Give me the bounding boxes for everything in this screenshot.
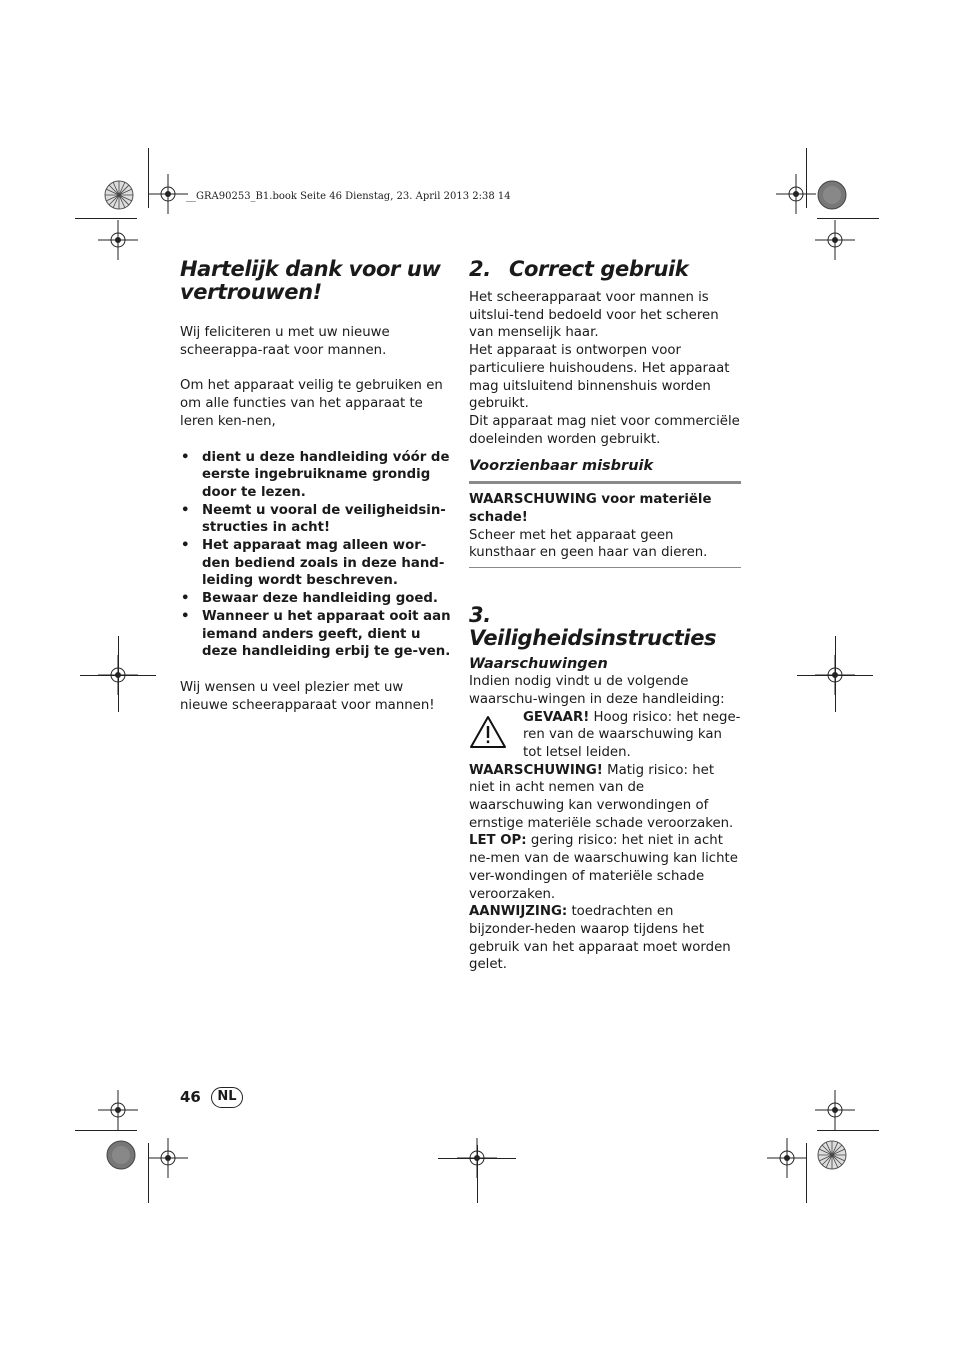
page-number: 46 xyxy=(180,1088,201,1106)
danger-description: Hoog risico: het nege-ren van de waarschuwing kan tot letsel leiden. xyxy=(523,709,741,760)
section-3-title xyxy=(469,604,741,650)
registration-circle-icon xyxy=(817,180,847,210)
caution-paragraph xyxy=(469,832,741,903)
warning-label: WAARSCHUWING! xyxy=(469,762,603,778)
crosshair-icon xyxy=(148,174,188,214)
section-3-number: 3. xyxy=(469,603,491,628)
note-paragraph xyxy=(469,903,741,974)
warning-paragraph xyxy=(469,762,741,833)
section-2-paragraph-1: Het scheerapparaat voor mannen is uitslui-tend bedoeld voor het scheren van menselijk haar. xyxy=(469,290,719,341)
section-3-title-text: Veiligheidsinstructies xyxy=(469,626,717,651)
list-item: • Bewaar deze handleiding goed. xyxy=(180,590,454,608)
registration-circle-icon xyxy=(817,1140,847,1170)
caution-label: LET OP: xyxy=(469,833,527,849)
intro-paragraph-1: Wij feliciteren u met uw nieuwe scheerappa-raat voor mannen. xyxy=(180,325,390,358)
closing-paragraph: Wij wensen u veel plezier met uw nieuwe scheerapparaat voor mannen! xyxy=(180,679,435,713)
danger-label: GEVAAR! xyxy=(523,709,590,725)
crosshair-icon xyxy=(815,1090,855,1130)
material-warning-title: WAARSCHUWING voor materiële schade! xyxy=(469,492,712,526)
section-2-title-text: Correct gebruik xyxy=(509,257,689,281)
section-2-paragraph-3: Dit apparaat mag niet voor commerciële doeleinden worden gebruikt. xyxy=(469,413,740,447)
crosshair-icon xyxy=(98,220,138,260)
warning-rule-bottom xyxy=(469,567,741,568)
registration-circle-icon xyxy=(106,1140,136,1170)
note-description: toedrachten en bijzonder-heden waarop tijdens het gebruik van het apparaat moet worden gelet. xyxy=(469,904,731,973)
language-badge: NL xyxy=(211,1087,243,1108)
list-item: • Het apparaat mag alleen wor-den bediend zoals in deze hand-leiding wordt beschreven. xyxy=(180,537,454,590)
caution-description: gering risico: het niet in acht ne-men van de waarschuwing kan lichte ver-wondingen of materiële schade veroorzaken. xyxy=(469,833,738,902)
registration-circle-icon xyxy=(104,180,134,210)
danger-text xyxy=(523,709,741,762)
warning-rule-top xyxy=(469,481,741,484)
list-item: • dient u deze handleiding vóór de eerste ingebruikname grondig door te lezen. xyxy=(180,449,454,502)
list-item: • Neemt u vooral de veiligheidsin-structies in acht! xyxy=(180,502,454,537)
intro-paragraph-2: Om het apparaat veilig te gebruiken en om alle functies van het apparaat te leren ken-nen, xyxy=(180,378,443,429)
crosshair-icon xyxy=(815,220,855,260)
crosshair-icon xyxy=(148,1138,188,1178)
misuse-subtitle: Voorzienbaar misbruik xyxy=(469,458,654,475)
left-title: Hartelijk dank voor uw vertrouwen! xyxy=(180,257,441,304)
list-item: • Wanneer u het apparaat ooit aan iemand anders geeft, dient u deze handleiding erbij te ge-ven. xyxy=(180,608,454,661)
warnings-intro: Indien nodig vindt u de volgende waarschu-wingen in deze handleiding: xyxy=(469,674,725,707)
left-column xyxy=(180,258,454,714)
danger-row xyxy=(469,709,741,762)
warning-description: Matig risico: het niet in acht nemen van de waarschuwing kan verwondingen of ernstige materiële schade veroorzaken. xyxy=(469,762,734,831)
crosshair-icon xyxy=(776,174,816,214)
crosshair-icon xyxy=(767,1138,807,1178)
section-2-title xyxy=(469,258,741,281)
section-2-number: 2. xyxy=(469,257,491,281)
instructions-list xyxy=(180,449,454,661)
warnings-subtitle: Waarschuwingen xyxy=(469,656,608,673)
note-label: AANWIJZING: xyxy=(469,904,568,920)
section-2-paragraph-2: Het apparaat is ontworpen voor particuliere huishoudens. Het apparaat mag uitsluitend binnenshuis worden gebruikt. xyxy=(469,343,730,412)
material-warning-text: Scheer met het apparaat geen kunsthaar en geen haar van dieren. xyxy=(469,527,708,561)
warning-triangle-icon xyxy=(469,709,523,762)
right-column xyxy=(469,258,741,974)
crosshair-icon xyxy=(98,1090,138,1130)
file-stamp: __GRA90253_B1.book Seite 46 Dienstag, 23. April 2013 2:38 14 xyxy=(186,191,511,202)
